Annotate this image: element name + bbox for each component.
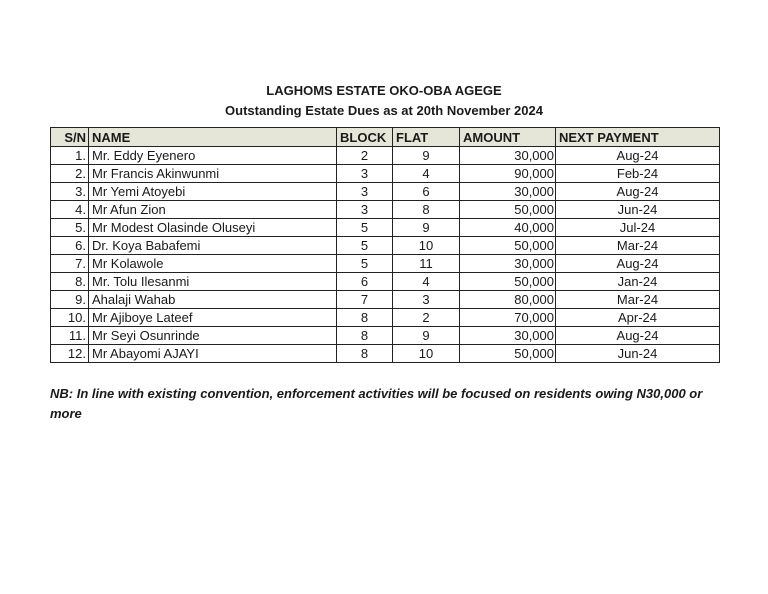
cell-next-payment: Feb-24	[556, 165, 720, 183]
table-row	[51, 273, 720, 291]
table-row	[51, 327, 720, 345]
table-row	[51, 345, 720, 363]
document-title: LAGHOMS ESTATE OKO-OBA AGEGE	[266, 83, 502, 98]
table-header-row	[51, 128, 720, 147]
cell-name: Mr. Tolu Ilesanmi	[89, 273, 337, 291]
cell-amount: 30,000	[460, 327, 556, 345]
cell-name: Mr Ajiboye Lateef	[89, 309, 337, 327]
column-header-name: NAME	[89, 128, 337, 147]
cell-block: 3	[337, 201, 393, 219]
cell-block: 2	[337, 147, 393, 165]
cell-sn: 4.	[51, 201, 89, 219]
cell-sn: 8.	[51, 273, 89, 291]
cell-block: 8	[337, 327, 393, 345]
cell-flat: 9	[393, 147, 460, 165]
cell-sn: 7.	[51, 255, 89, 273]
column-header-flat: FLAT	[393, 128, 460, 147]
table-row	[51, 165, 720, 183]
table-row	[51, 255, 720, 273]
cell-sn: 12.	[51, 345, 89, 363]
table-row	[51, 309, 720, 327]
footnote: NB: In line with existing convention, enforcement activities will be focused on residents owing N30,000 or more	[50, 386, 703, 421]
cell-sn: 1.	[51, 147, 89, 165]
cell-name: Mr Seyi Osunrinde	[89, 327, 337, 345]
cell-flat: 9	[393, 219, 460, 237]
cell-name: Mr Francis Akinwunmi	[89, 165, 337, 183]
column-header-block: BLOCK	[337, 128, 393, 147]
cell-sn: 10.	[51, 309, 89, 327]
cell-sn: 6.	[51, 237, 89, 255]
cell-flat: 9	[393, 327, 460, 345]
cell-sn: 11.	[51, 327, 89, 345]
cell-block: 8	[337, 345, 393, 363]
cell-amount: 70,000	[460, 309, 556, 327]
cell-amount: 30,000	[460, 147, 556, 165]
cell-amount: 30,000	[460, 255, 556, 273]
cell-flat: 11	[393, 255, 460, 273]
cell-amount: 50,000	[460, 237, 556, 255]
cell-amount: 90,000	[460, 165, 556, 183]
table-body	[51, 147, 720, 363]
document-subtitle: Outstanding Estate Dues as at 20th November 2024	[225, 103, 543, 118]
cell-amount: 40,000	[460, 219, 556, 237]
cell-sn: 9.	[51, 291, 89, 309]
cell-flat: 10	[393, 345, 460, 363]
cell-block: 5	[337, 255, 393, 273]
cell-flat: 4	[393, 165, 460, 183]
cell-next-payment: Mar-24	[556, 291, 720, 309]
cell-amount: 80,000	[460, 291, 556, 309]
cell-block: 5	[337, 219, 393, 237]
cell-name: Mr Modest Olasinde Oluseyi	[89, 219, 337, 237]
cell-next-payment: Aug-24	[556, 147, 720, 165]
column-header-amount: AMOUNT	[460, 128, 556, 147]
cell-flat: 4	[393, 273, 460, 291]
cell-name: Mr. Eddy Eyenero	[89, 147, 337, 165]
cell-sn: 5.	[51, 219, 89, 237]
table-row	[51, 219, 720, 237]
cell-block: 3	[337, 165, 393, 183]
cell-block: 7	[337, 291, 393, 309]
column-header-sn: S/N	[51, 128, 89, 147]
cell-next-payment: Aug-24	[556, 183, 720, 201]
column-header-next-payment: NEXT PAYMENT	[556, 128, 720, 147]
cell-next-payment: Jul-24	[556, 219, 720, 237]
cell-block: 8	[337, 309, 393, 327]
cell-block: 6	[337, 273, 393, 291]
cell-flat: 8	[393, 201, 460, 219]
cell-name: Mr Abayomi AJAYI	[89, 345, 337, 363]
cell-amount: 50,000	[460, 345, 556, 363]
cell-amount: 50,000	[460, 201, 556, 219]
cell-sn: 3.	[51, 183, 89, 201]
table-row	[51, 237, 720, 255]
dues-table	[50, 127, 720, 363]
cell-flat: 6	[393, 183, 460, 201]
cell-amount: 30,000	[460, 183, 556, 201]
cell-name: Ahalaji Wahab	[89, 291, 337, 309]
cell-next-payment: Jun-24	[556, 345, 720, 363]
cell-name: Mr Yemi Atoyebi	[89, 183, 337, 201]
table-row	[51, 147, 720, 165]
cell-block: 3	[337, 183, 393, 201]
cell-next-payment: Aug-24	[556, 255, 720, 273]
cell-next-payment: Apr-24	[556, 309, 720, 327]
cell-amount: 50,000	[460, 273, 556, 291]
cell-next-payment: Jun-24	[556, 201, 720, 219]
cell-next-payment: Jan-24	[556, 273, 720, 291]
table-row	[51, 183, 720, 201]
cell-flat: 3	[393, 291, 460, 309]
cell-name: Mr Kolawole	[89, 255, 337, 273]
table-row	[51, 201, 720, 219]
cell-flat: 2	[393, 309, 460, 327]
cell-sn: 2.	[51, 165, 89, 183]
cell-flat: 10	[393, 237, 460, 255]
cell-name: Mr Afun Zion	[89, 201, 337, 219]
table-row	[51, 291, 720, 309]
cell-block: 5	[337, 237, 393, 255]
cell-name: Dr. Koya Babafemi	[89, 237, 337, 255]
cell-next-payment: Mar-24	[556, 237, 720, 255]
cell-next-payment: Aug-24	[556, 327, 720, 345]
